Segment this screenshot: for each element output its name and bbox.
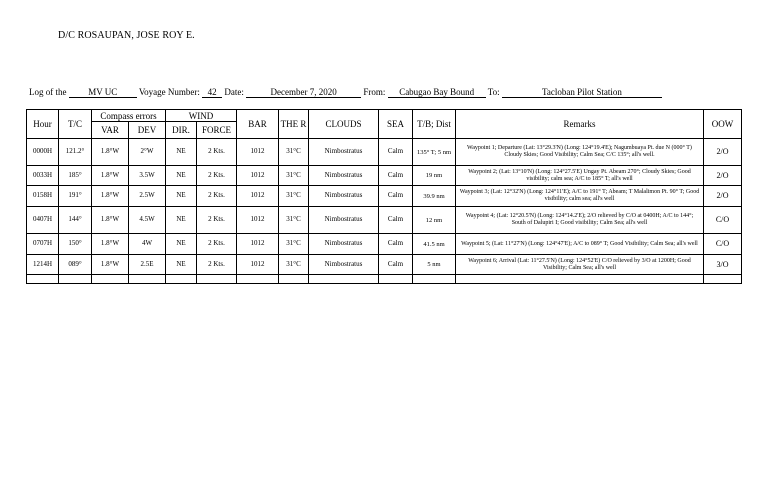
- cell-remarks: Waypoint 4; (Lat: 12°20.5'N) (Long: 124°14.2'E); 2/O relieved by C/O at 0400H; A/C to 144°; South of Dalupiri I; Good visibility; Calm Sea; all's well: [456, 207, 704, 234]
- cell-sea: Calm: [379, 166, 413, 186]
- cell-ther: 31°C: [279, 166, 309, 186]
- header-tb-dist: T/B; Dist: [413, 110, 456, 139]
- table-row: [27, 139, 742, 166]
- cell-clouds: Nimbostratus: [309, 166, 379, 186]
- table-row: [27, 207, 742, 234]
- cell-remarks: Waypoint 3; (Lat: 12°32'N) (Long: 124°11'E); A/C to 191° T; Abeam; T Malalimon Pt. 90° T; Good visibility; calm sea; all's well: [456, 186, 704, 207]
- empty-cell: [197, 275, 237, 284]
- cell-tc: 191°: [59, 186, 92, 207]
- cell-oow: C/O: [704, 234, 742, 255]
- cell-tb-dist: 39.9 nm: [413, 186, 456, 207]
- cell-force: 2 Kts.: [197, 234, 237, 255]
- empty-cell: [456, 275, 704, 284]
- cell-bar: 1012: [237, 139, 279, 166]
- header-remarks: Remarks: [456, 110, 704, 139]
- cell-force: 2 Kts.: [197, 139, 237, 166]
- table-row: [27, 166, 742, 186]
- cell-remarks: Waypoint 2; (Lat: 13°10'N) (Long: 124°27.5'E) Ungay Pt. Abeam 270°; Cloudy Skies; Good visibility; calm sea; A/C to 185° T; all's well: [456, 166, 704, 186]
- cell-ther: 31°C: [279, 139, 309, 166]
- empty-cell: [92, 275, 129, 284]
- cell-sea: Calm: [379, 207, 413, 234]
- cell-dir: NE: [166, 255, 197, 275]
- cell-var: 1.8°W: [92, 207, 129, 234]
- empty-cell: [237, 275, 279, 284]
- cell-tb-dist: 5 nm: [413, 255, 456, 275]
- cell-dev: 2°W: [129, 139, 166, 166]
- cell-tb-dist: 41.5 nm: [413, 234, 456, 255]
- cell-bar: 1012: [237, 255, 279, 275]
- cell-bar: 1012: [237, 207, 279, 234]
- empty-cell: [129, 275, 166, 284]
- table-row: [27, 234, 742, 255]
- header-var: VAR: [92, 122, 129, 139]
- cell-ther: 31°C: [279, 234, 309, 255]
- cell-hour: 0407H: [27, 207, 59, 234]
- voyage-number-field: 42: [202, 87, 222, 98]
- cell-hour: 0707H: [27, 234, 59, 255]
- cell-oow: 2/O: [704, 139, 742, 166]
- cell-clouds: Nimbostratus: [309, 234, 379, 255]
- cell-hour: 0033H: [27, 166, 59, 186]
- cell-sea: Calm: [379, 186, 413, 207]
- header-compass-errors: Compass errors: [92, 110, 166, 122]
- cell-dev: 2.5E: [129, 255, 166, 275]
- cell-hour: 1214H: [27, 255, 59, 275]
- deck-log-table: [26, 109, 742, 284]
- cell-tc: 089°: [59, 255, 92, 275]
- cell-var: 1.8°W: [92, 255, 129, 275]
- cell-sea: Calm: [379, 234, 413, 255]
- cell-tc: 144°: [59, 207, 92, 234]
- cell-dir: NE: [166, 234, 197, 255]
- cell-dir: NE: [166, 186, 197, 207]
- cell-oow: 3/O: [704, 255, 742, 275]
- cell-force: 2 Kts.: [197, 166, 237, 186]
- cell-clouds: Nimbostratus: [309, 139, 379, 166]
- header-oow: OOW: [704, 110, 742, 139]
- cell-dev: 4.5W: [129, 207, 166, 234]
- header-hour: Hour: [27, 110, 59, 139]
- table-row: [27, 186, 742, 207]
- date-field: December 7, 2020: [246, 87, 361, 98]
- from-field: Cabugao Bay Bound: [388, 87, 486, 98]
- vessel-name-field: MV UC: [69, 87, 137, 98]
- cell-oow: 2/O: [704, 166, 742, 186]
- cell-tc: 121.2°: [59, 139, 92, 166]
- log-of-label: Log of the: [29, 87, 67, 97]
- cell-clouds: Nimbostratus: [309, 186, 379, 207]
- voyage-label: Voyage Number:: [138, 87, 200, 97]
- cell-var: 1.8°W: [92, 234, 129, 255]
- cell-tc: 185°: [59, 166, 92, 186]
- cell-hour: 0000H: [27, 139, 59, 166]
- cell-remarks: Waypoint 5; (Lat: 11°27'N) (Long: 124°47'E); A/C to 089° T; Good Visibility; Calm Sea; all's well: [456, 234, 704, 255]
- empty-cell: [379, 275, 413, 284]
- cell-bar: 1012: [237, 186, 279, 207]
- empty-cell: [309, 275, 379, 284]
- header-sea: SEA: [379, 110, 413, 139]
- cell-ther: 31°C: [279, 255, 309, 275]
- cell-tc: 150°: [59, 234, 92, 255]
- cell-hour: 0158H: [27, 186, 59, 207]
- from-label: From:: [363, 87, 386, 97]
- empty-cell: [59, 275, 92, 284]
- cell-force: 2 Kts.: [197, 255, 237, 275]
- cell-tb-dist: 19 nm: [413, 166, 456, 186]
- cell-oow: C/O: [704, 207, 742, 234]
- cell-bar: 1012: [237, 166, 279, 186]
- cell-tb-dist: 12 nm: [413, 207, 456, 234]
- header-wind: WIND: [166, 110, 237, 122]
- cell-force: 2 Kts.: [197, 186, 237, 207]
- header-dev: DEV: [129, 122, 166, 139]
- cell-remarks: Waypoint 1; Departure (Lat: 13°29.3'N) (Long: 124°19.4'E); Nagumbuaya Pt. due N (000° T) Cloudy Skies; Good Visibility; Calm Sea; C/C 135°; all's well.: [456, 139, 704, 166]
- cell-ther: 31°C: [279, 186, 309, 207]
- empty-cell: [166, 275, 197, 284]
- cell-dev: 3.5W: [129, 166, 166, 186]
- cell-remarks: Waypoint 6; Arrival (Lat: 11°27.5'N) (Long: 124°52'E) C/O relieved by 3/O at 1200H; Good Visibility; Calm Sea; all's well: [456, 255, 704, 275]
- header-tc: T/C: [59, 110, 92, 139]
- header-force: FORCE: [197, 122, 237, 139]
- to-label: To:: [487, 87, 500, 97]
- cell-var: 1.8°W: [92, 166, 129, 186]
- cell-dir: NE: [166, 207, 197, 234]
- cell-tb-dist: 135° T; 5 nm: [413, 139, 456, 166]
- empty-cell: [704, 275, 742, 284]
- cell-ther: 31°C: [279, 207, 309, 234]
- header-dir: DIR.: [166, 122, 197, 139]
- empty-cell: [27, 275, 59, 284]
- empty-table-row: [27, 275, 742, 284]
- to-field: Tacloban Pilot Station: [502, 87, 662, 98]
- empty-cell: [413, 275, 456, 284]
- cell-oow: 2/O: [704, 186, 742, 207]
- log-header-line: [29, 87, 662, 98]
- header-ther: THE R: [279, 110, 309, 139]
- cell-force: 2 Kts.: [197, 207, 237, 234]
- cell-dev: 4W: [129, 234, 166, 255]
- cell-clouds: Nimbostratus: [309, 255, 379, 275]
- cell-bar: 1012: [237, 234, 279, 255]
- cell-var: 1.8°W: [92, 139, 129, 166]
- cell-var: 1.8°W: [92, 186, 129, 207]
- cell-sea: Calm: [379, 139, 413, 166]
- cell-sea: Calm: [379, 255, 413, 275]
- table-row: [27, 255, 742, 275]
- cell-clouds: Nimbostratus: [309, 207, 379, 234]
- header-bar: BAR: [237, 110, 279, 139]
- cell-dir: NE: [166, 139, 197, 166]
- header-clouds: CLOUDS: [309, 110, 379, 139]
- officer-name: D/C ROSAUPAN, JOSE ROY E.: [58, 30, 195, 41]
- empty-cell: [279, 275, 309, 284]
- date-label: Date:: [224, 87, 244, 97]
- cell-dir: NE: [166, 166, 197, 186]
- cell-dev: 2.5W: [129, 186, 166, 207]
